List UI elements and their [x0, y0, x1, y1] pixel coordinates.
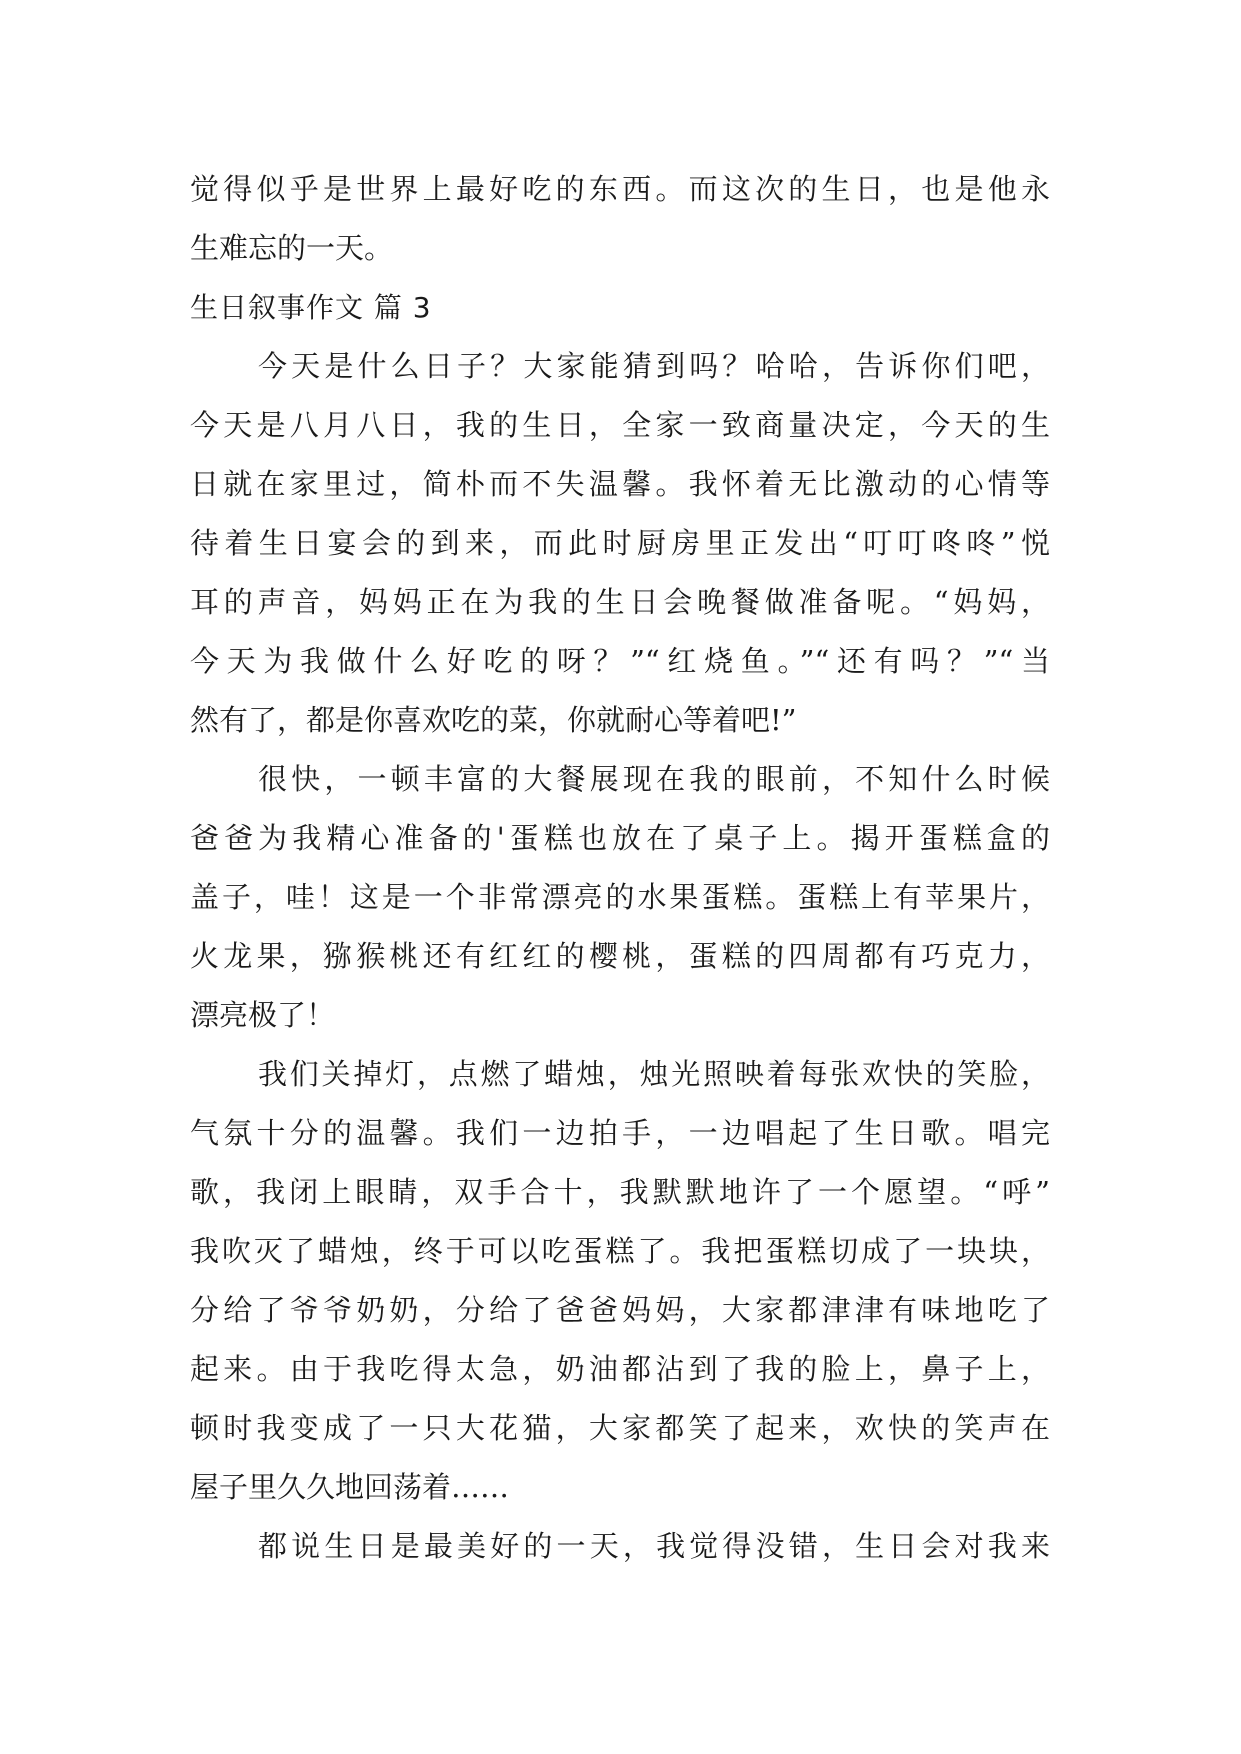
text-line: 耳的声音，妈妈正在为我的生日会晚餐做准备呢。“妈妈， — [190, 585, 1050, 619]
text-line: 待着生日宴会的到来，而此时厨房里正发出“叮叮咚咚”悦 — [190, 526, 1050, 560]
text-line: 屋子里久久地回荡着…… — [190, 1470, 510, 1504]
text-line: 我们关掉灯，点燃了蜡烛，烛光照映着每张欢快的笑脸， — [258, 1057, 1050, 1091]
text-line: 日就在家里过，简朴而不失温馨。我怀着无比激动的心情等 — [190, 467, 1050, 501]
text-line: 觉得似乎是世界上最好吃的东西。而这次的生日，也是他永 — [190, 172, 1050, 206]
paragraph-4 — [190, 1517, 1050, 1576]
paragraph-1 — [190, 337, 1050, 750]
text-line: 气氛十分的温馨。我们一边拍手，一边唱起了生日歌。唱完 — [190, 1116, 1050, 1150]
text-line: 都说生日是最美好的一天，我觉得没错，生日会对我来 — [258, 1529, 1050, 1563]
paragraph-3 — [190, 1045, 1050, 1517]
text-line: 火龙果，猕猴桃还有红红的樱桃，蛋糕的四周都有巧克力， — [190, 939, 1050, 973]
text-line: 盖子，哇！这是一个非常漂亮的水果蛋糕。蛋糕上有苹果片， — [190, 880, 1050, 914]
section-heading: 生日叙事作文 篇 3 — [190, 291, 432, 324]
text-line: 今天是什么日子？大家能猜到吗？哈哈，告诉你们吧， — [258, 349, 1050, 383]
text-line: 顿时我变成了一只大花猫，大家都笑了起来，欢快的笑声在 — [190, 1411, 1050, 1445]
text-line: 起来。由于我吃得太急，奶油都沾到了我的脸上，鼻子上， — [190, 1352, 1050, 1386]
text-line: 今天是八月八日，我的生日，全家一致商量决定，今天的生 — [190, 408, 1050, 442]
text-line: 漂亮极了！ — [190, 998, 336, 1032]
text-line: 分给了爷爷奶奶，分给了爸爸妈妈，大家都津津有味地吃了 — [190, 1293, 1050, 1327]
text-line: 今天为我做什么好吃的呀？”“红烧鱼。”“还有吗？”“当 — [190, 644, 1050, 678]
document-body — [190, 160, 1050, 1576]
intro-paragraph — [190, 160, 1050, 278]
text-line: 我吹灭了蜡烛，终于可以吃蛋糕了。我把蛋糕切成了一块块， — [190, 1234, 1050, 1268]
text-line: 然有了，都是你喜欢吃的菜，你就耐心等着吧!” — [190, 703, 797, 737]
text-line: 爸爸为我精心准备的'蛋糕也放在了桌子上。揭开蛋糕盒的 — [190, 821, 1050, 855]
text-line: 生难忘的一天。 — [190, 231, 394, 265]
text-line: 很快，一顿丰富的大餐展现在我的眼前，不知什么时候 — [258, 762, 1050, 796]
text-line: 歌，我闭上眼睛，双手合十，我默默地许了一个愿望。“呼” — [190, 1175, 1050, 1209]
paragraph-2 — [190, 750, 1050, 1045]
